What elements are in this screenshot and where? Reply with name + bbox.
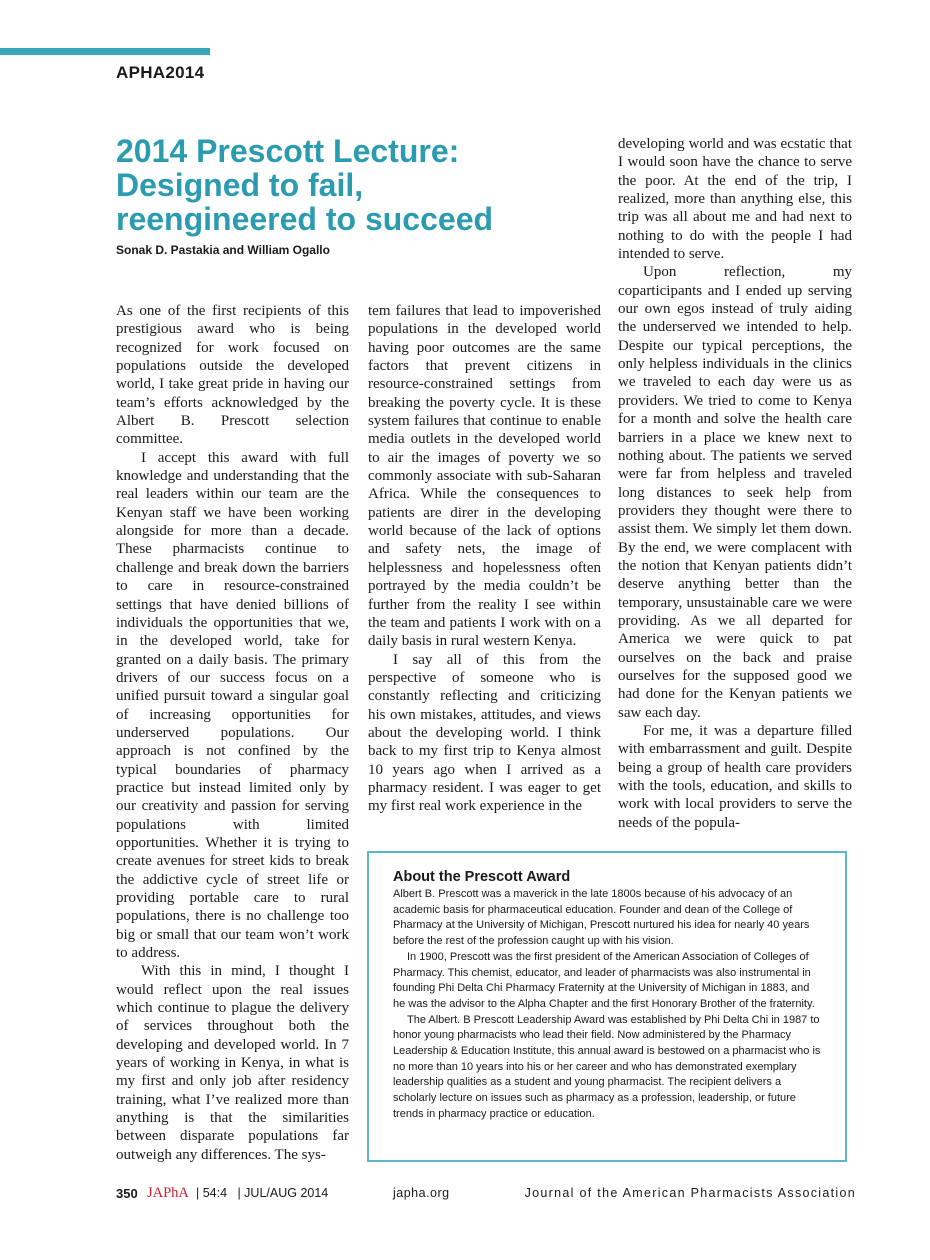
body-paragraph: developing world and was ecstatic that I would soon have the chance to serve the poor. At the end of the trip, I realized, more than anything else, this trip was all about me and had next to nothing to do with the people I had intended to serve. bbox=[618, 136, 852, 263]
sidebar-title: About the Prescott Award bbox=[393, 869, 571, 885]
issue-info: | 54:4 | JUL/AUG 2014 bbox=[196, 1186, 329, 1200]
prescott-award-sidebar bbox=[367, 851, 847, 1162]
article-title-line: Designed to fail, bbox=[116, 167, 364, 203]
journal-website: japha.org bbox=[393, 1186, 450, 1200]
body-paragraph: I accept this award with full knowledge and understanding that the real leaders within our team are the Kenyan staff we have been working alongside for more than a decade. These pharmacists continue to challenge and break down the barriers to care in resource-constrained settings that have denied billions of individuals the opportunities that we, in the developed world, take for granted on a daily basis. The primary drivers of our success focus on a unified pursuit toward a singular goal of increasing opportunities for underserved populations. Our approach is not confined by the typical boundaries of pharmacy practice but instead limited only by our creativity and passion for serving populations with limited opportunities. Whether it is trying to create avenues for street kids to break the addictive cycle of street life or providing portable care to rural populations, there is no challenge too big or small that our team won’t work to address. bbox=[116, 449, 349, 962]
body-paragraph: With this in mind, I thought I would reflect upon the real issues which continue to plague the delivery of services throughout both the developing and developed world. In 7 years of working in Kenya, in what is my first and only job after residency training, what I’ve realized more than anything is that the similarities between disparate populations far outweigh any differences. The sys- bbox=[116, 963, 349, 1163]
body-paragraph: Upon reflection, my coparticipants and I ended up serving our own egos instead of truly aiding the underserved we intended to help. Despite our typical perceptions, the only helpless individuals in the clinics we traveled to each day were us as providers. We tried to come to Kenya for a month and solve the health care barriers in a place we knew next to nothing about. The patients we served were far from helpless and traveled long distances to seek help from providers they thought were there to assist them. We simply let them down. By the end, we were complacent with the notion that Kenyan patients didn’t deserve anything better than the temporary, unsustainable care we were providing. As we all departed for America we were quick to pat ourselves on the back and praise ourselves for the supposed good we had done for the Kenyan patients we saw each day. bbox=[618, 264, 852, 721]
body-paragraph: As one of the first recipients of this prestigious award who is being recognized for work focused on populations outside the developed world, I take great pride in having our team’s efforts acknowledged by the Albert B. Prescott selection committee. bbox=[116, 303, 349, 448]
body-column-2 bbox=[368, 302, 601, 816]
article-title-line: reengineered to succeed bbox=[116, 201, 494, 237]
page-footer bbox=[116, 1186, 856, 1206]
header-accent-rule bbox=[0, 48, 210, 55]
body-column-1 bbox=[116, 302, 349, 1164]
article-title-line: 2014 Prescott Lecture: bbox=[116, 133, 460, 169]
body-paragraph: For me, it was a departure filled with embarrassment and guilt. Despite being a group of health care providers with the tools, education, and skills to work with local providers to serve the needs of the popula- bbox=[618, 723, 852, 831]
journal-name: Journal of the American Pharmacists Association bbox=[524, 1186, 856, 1200]
body-paragraph: I say all of this from the perspective of someone who is constantly reflecting and criticizing his own mistakes, attitudes, and views about the developing world. I think back to my first trip to Kenya almost 10 years ago when I arrived as a pharmacy resident. I was eager to get my first real work experience in the bbox=[368, 651, 601, 815]
body-column-3 bbox=[618, 135, 852, 832]
article-title bbox=[116, 134, 586, 236]
sidebar-paragraph: The Albert. B Prescott Leadership Award was established by Phi Delta Chi in 1987 to honor young pharmacists who lead their field. Now administered by the Pharmacy Leadership & Education Institute, this annual award is bestowed on a pharmacist who is no more than 10 years into his or her career and who has demonstrated exemplary leadership qualities as a student and young pharmacist. The recipient delivers a scholarly lecture on issues such as pharmacy as a profession, leadership, or future trends in pharmacy practice or education. bbox=[393, 1013, 821, 1120]
section-tag: APHA2014 bbox=[116, 63, 205, 82]
sidebar-paragraph: In 1900, Prescott was the first president of the American Association of Colleges of Pharmacy. This chemist, educator, and leader of pharmacists was also instrumental in founding Phi Delta Chi Pharmacy Fraternity at the University of Michigan in 1883, and he was the advisor to the Alpha Chapter and the first Honorary Brother of the fraternity. bbox=[393, 950, 815, 1010]
page-number: 350 bbox=[116, 1186, 138, 1201]
article-authors: Sonak D. Pastakia and William Ogallo bbox=[116, 243, 330, 257]
journal-logo: JAPhA bbox=[147, 1185, 189, 1201]
sidebar-paragraph: Albert B. Prescott was a maverick in the late 1800s because of his advocacy of an academic basis for pharmaceutical education. Founder and dean of the College of Pharmacy at the University of Michigan, Prescott nurtured his idea for nearly 40 years before the rest of the profession caught up with his vision. bbox=[393, 888, 810, 948]
body-paragraph: tem failures that lead to impoverished populations in the developed world having poor outcomes are the same factors that prevent citizens in resource-constrained settings from breaking the poverty cycle. It is these system failures that continue to enable media outlets in the developed world to air the images of poverty we so commonly associate with sub-Saharan Africa. While the consequences to patients are direr in the developing world because of the lack of options and safety nets, the image of helplessness and hopelessness often portrayed by the media couldn’t be further from the reality I see within the team and patients I work with on a daily basis in rural western Kenya. bbox=[368, 303, 601, 650]
